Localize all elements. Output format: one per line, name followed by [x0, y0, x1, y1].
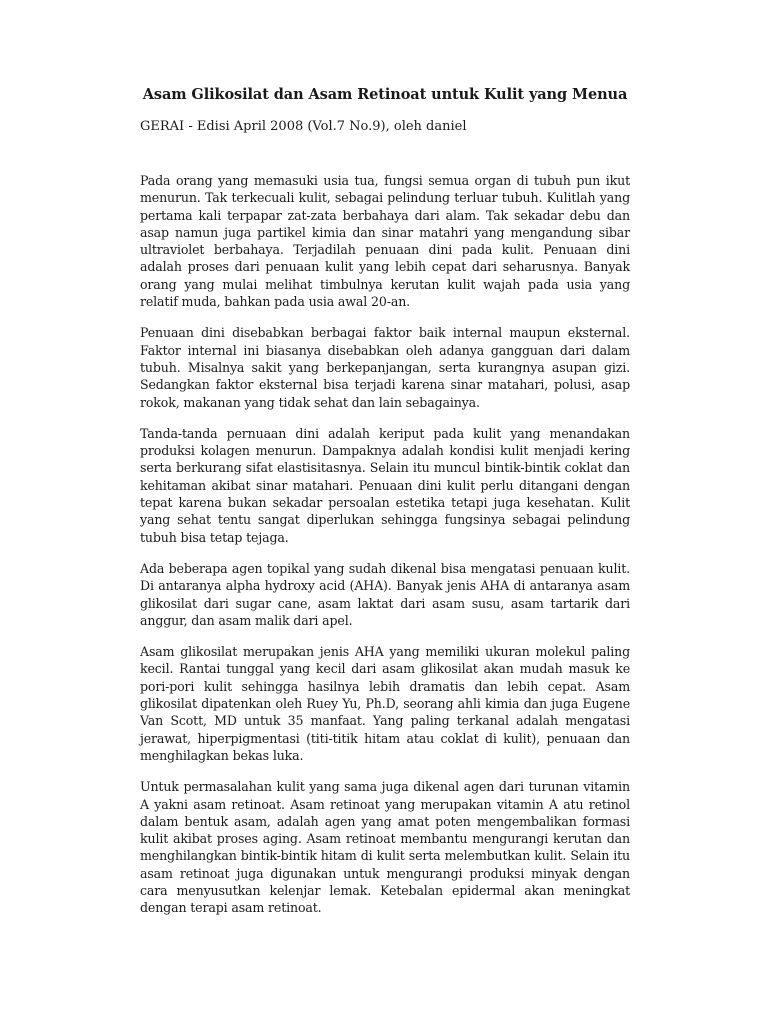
document-page — [140, 86, 630, 931]
paragraph-5: Asam glikosilat merupakan jenis AHA yang memiliki ukuran molekul paling kecil. Rantai tunggal yang kecil dari asam glikosilat akan mudah masuk ke pori-pori kulit sehingga hasilnya lebih dramatis dan lebih cepat. Asam glikosilat dipatenkan oleh Ruey Yu, Ph.D, seorang ahli kimia dan juga Eugene Van Scott, MD untuk 35 manfaat. Yang paling terkanal adalah mengatasi jerawat, hiperpigmentasi (titi-titik hitam atau coklat di kulit), penuaan dan menghilagkan bekas luka. — [140, 644, 630, 763]
paragraph-6: Untuk permasalahan kulit yang sama juga dikenal agen dari turunan vitamin A yakni asam retinoat. Asam retinoat yang merupakan vitamin A atu retinol dalam bentuk asam, adalah agen yang amat poten mengembalikan formasi kulit akibat proses aging. Asam retinoat membantu mengurangi kerutan dan menghilangkan bintik-bintik hitam di kulit serta melembutkan kulit. Selain itu asam retinoat juga digunakan untuk mengurangi produksi minyak dengan cara menyusutkan kelenjar lemak. Ketebalan epidermal akan meningkat dengan terapi asam retinoat. — [140, 779, 630, 916]
article-title: Asam Glikosilat dan Asam Retinoat untuk Kulit yang Menua — [142, 86, 628, 103]
paragraph-2: Penuaan dini disebabkan berbagai faktor baik internal maupun eksternal. Faktor internal ini biasanya disebabkan oleh adanya gangguan dari dalam tubuh. Misalnya sakit yang berkepanjangan, serta kurangnya asupan gizi. Sedangkan faktor eksternal bisa terjadi karena sinar matahari, polusi, asap rokok, makanan yang tidak sehat dan lain sebagainya. — [140, 325, 630, 410]
paragraph-3: Tanda-tanda pernuaan dini adalah keriput pada kulit yang menandakan produksi kolagen menurun. Dampaknya adalah kondisi kulit menjadi kering serta berkurang sifat elastisitasnya. Selain itu muncul bintik-bintik coklat dan kehitaman akibat sinar matahari. Penuaan dini kulit perlu ditangani dengan tepat karena bukan sekadar persoalan estetika tetapi juga kesehatan. Kulit yang sehat tentu sangat diperlukan sehingga fungsinya sebagai pelindung tubuh bisa tetap tejaga. — [140, 425, 630, 545]
paragraph-1: Pada orang yang memasuki usia tua, fungsi semua organ di tubuh pun ikut menurun. Tak terkecuali kulit, sebagai pelindung terluar tubuh. Kulitlah yang pertama kali terpapar zat-zata berbahaya dari alam. Tak sekadar debu dan asap namun juga partikel kimia dan sinar matahri yang mengandung sibar ultraviolet berbahaya. Terjadilah penuaan dini pada kulit. Penuaan dini adalah proses dari penuaan kulit yang lebih cepat dari seharusnya. Banyak orang yang mulai melihat timbulnya kerutan kulit wajah pada usia yang relatif muda, bahkan pada usia awal 20-an. — [140, 173, 630, 310]
article-byline: GERAI - Edisi April 2008 (Vol.7 No.9), oleh daniel — [140, 119, 467, 134]
paragraph-4: Ada beberapa agen topikal yang sudah dikenal bisa mengatasi penuaan kulit. Di antaranya alpha hydroxy acid (AHA). Banyak jenis AHA di antaranya asam glikosilat dari sugar cane, asam laktat dari asam susu, asam tartarik dari anggur, dan asam malik dari apel. — [140, 560, 630, 628]
